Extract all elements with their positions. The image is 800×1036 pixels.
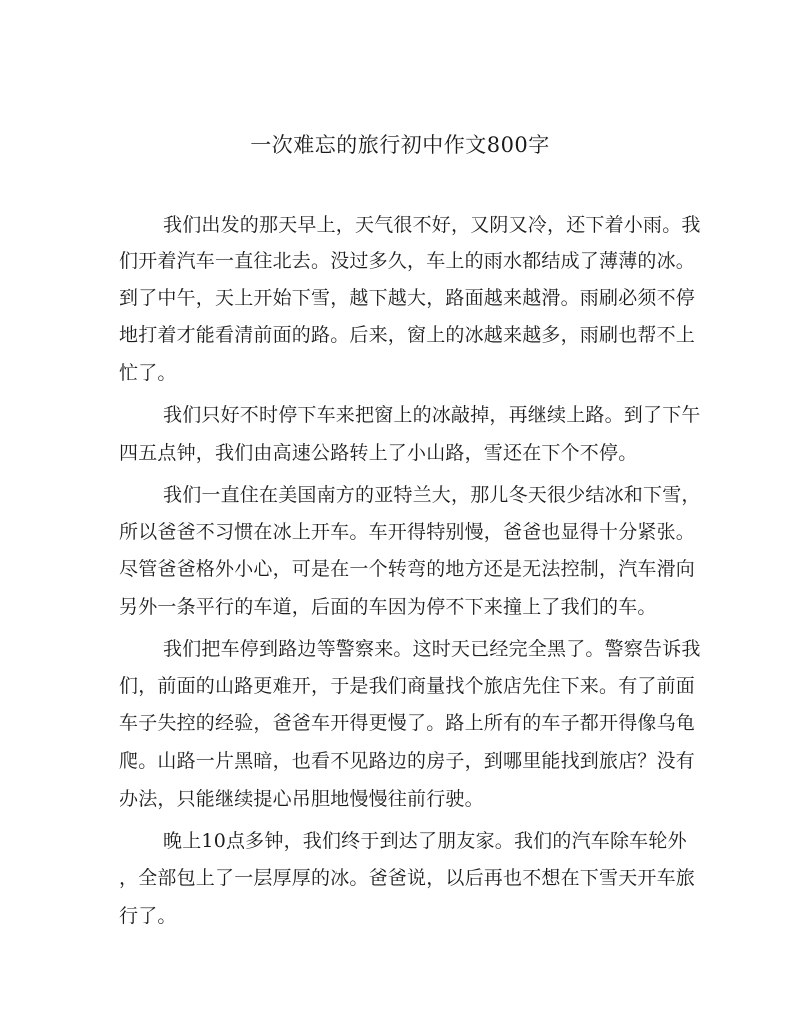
text-line: 们开着汽车一直往北去。没过多久，车上的雨水都结成了薄薄的冰。 <box>119 250 696 272</box>
text-line: 我们只好不时停下车来把窗上的冰敲掉，再继续上路。到了下午 <box>163 404 701 426</box>
text-line: 另外一条平行的车道，后面的车因为停不下来撞上了我们的车。 <box>119 596 657 618</box>
document-title: 一次难忘的旅行初中作文800字 <box>250 133 550 157</box>
text-line: 办法，只能继续提心吊胆地慢慢往前行驶。 <box>119 788 484 810</box>
text-line: 我们一直住在美国南方的亚特兰大，那儿冬天很少结冰和下雪， <box>163 484 701 506</box>
text-line: ，全部包上了一层厚厚的冰。爸爸说，以后再也不想在下雪天开车旅 <box>119 867 696 889</box>
text-line: 晚上10点多钟，我们终于到达了朋友家。我们的汽车除车轮外 <box>163 830 687 852</box>
text-line: 所以爸爸不习惯在冰上开车。车开得特别慢，爸爸也显得十分紧张。 <box>119 521 696 543</box>
text-line: 行了。 <box>119 905 177 927</box>
text-line: 忙了。 <box>119 362 177 384</box>
text-line: 我们出发的那天早上，天气很不好，又阴又冷，还下着小雨。我 <box>163 214 701 236</box>
text-line: 到了中午，天上开始下雪，越下越大，路面越来越滑。雨刷必须不停 <box>119 287 696 309</box>
text-line: 尽管爸爸格外小心，可是在一个转弯的地方还是无法控制，汽车滑向 <box>119 558 696 580</box>
text-line: 地打着才能看清前面的路。后来，窗上的冰越来越多，雨刷也帮不上 <box>119 324 696 346</box>
text-line: 四五点钟，我们由高速公路转上了小山路，雪还在下个不停。 <box>119 442 638 464</box>
text-line: 们，前面的山路更难开，于是我们商量找个旅店先住下来。有了前面 <box>119 675 696 697</box>
text-line: 我们把车停到路边等警察来。这时天已经完全黑了。警察告诉我 <box>163 638 701 660</box>
text-line: 爬。山路一片黑暗，也看不见路边的房子，到哪里能找到旅店？没有 <box>119 750 696 772</box>
text-line: 车子失控的经验，爸爸车开得更慢了。路上所有的车子都开得像乌龟 <box>119 712 696 734</box>
